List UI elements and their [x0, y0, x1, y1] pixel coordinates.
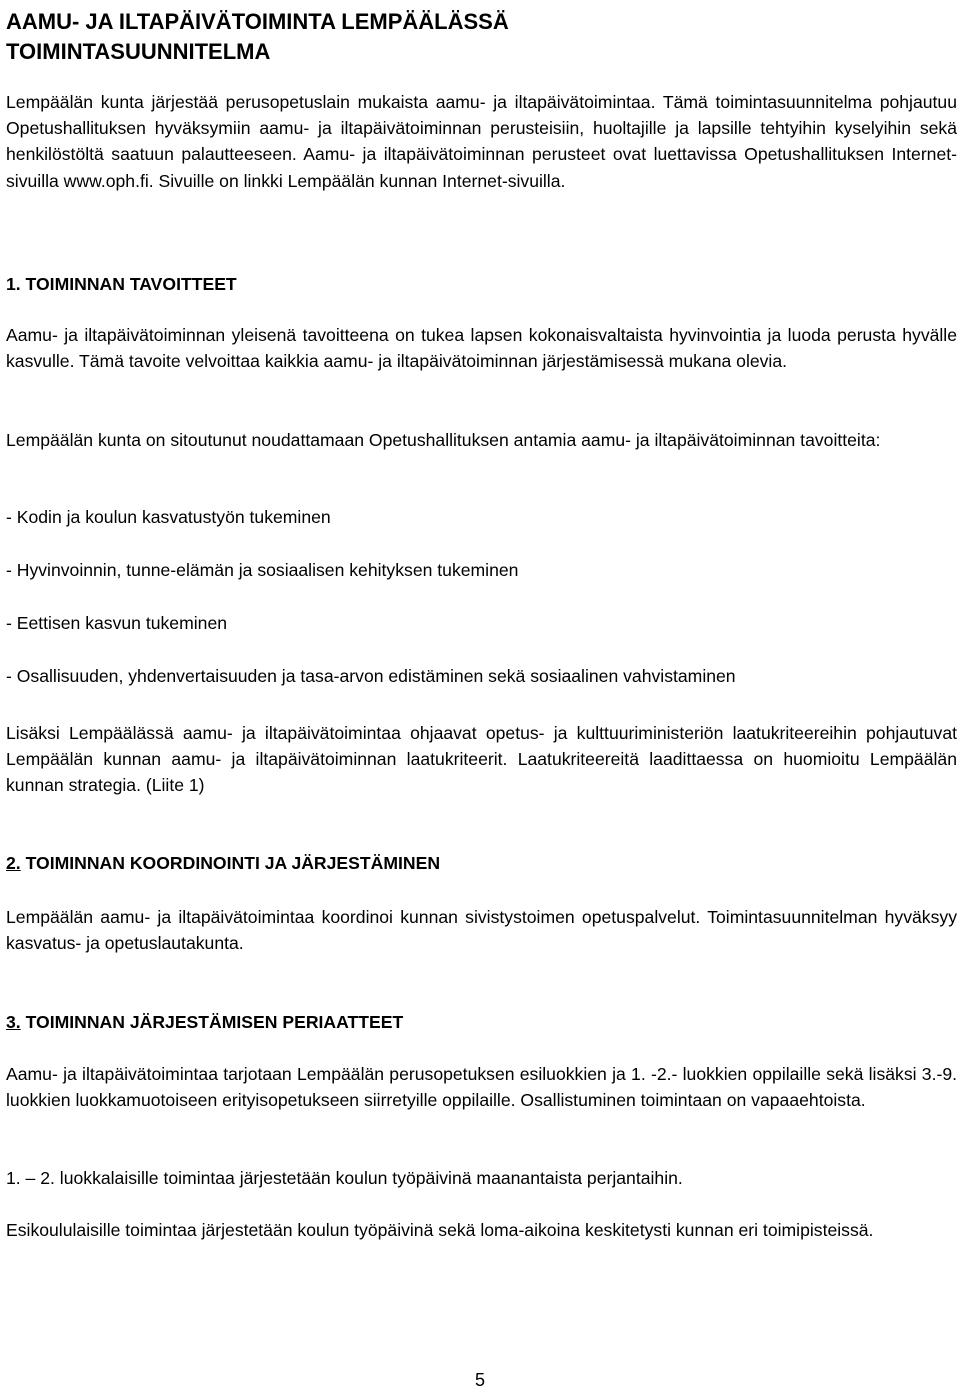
page-number: 5: [474, 1370, 485, 1390]
document-title: [6, 7, 906, 67]
section-2-number: 2.: [6, 853, 21, 873]
section-3-number: 3.: [6, 1012, 21, 1032]
section-2-heading: [6, 850, 906, 876]
section-1-paragraph-1: Aamu- ja iltapäivätoiminnan yleisenä tavoitteena on tukea lapsen kokonaisvaltaista hyvinvointia ja luoda perusta hyvälle kasvulle. Tämä tavoite velvoittaa kaikkia aamu- ja iltapäivätoiminnan järjestämisessä mukana olevia.: [6, 325, 957, 372]
section-1-paragraph-2: Lempäälän kunta on sitoutunut noudattamaan Opetushallituksen antamia aamu- ja iltapäivätoiminnan tavoitteita:: [6, 430, 881, 450]
section-3-paragraph-1: Aamu- ja iltapäivätoimintaa tarjotaan Lempäälän perusopetuksen esiluokkien ja 1. -2.- luokkien oppilaille sekä lisäksi 3.-9. luokkien luokkamuotoiseen erityisopetukseen siirretyille oppilaille. Osallistuminen toimintaan on vapaaehtoista.: [6, 1064, 957, 1111]
section-2-paragraph-1: Lempäälän aamu- ja iltapäivätoimintaa koordinoi kunnan sivistystoimen opetuspalvelut. Toimintasuunnitelman hyväksyy kasvatus- ja opetuslautakunta.: [6, 907, 957, 954]
goal-item: - Kodin ja koulun kasvatustyön tukeminen: [6, 507, 331, 527]
goal-item: - Eettisen kasvun tukeminen: [6, 613, 228, 633]
title-line-1: AAMU- JA ILTAPÄIVÄTOIMINTA LEMPÄÄLÄSSÄ: [6, 9, 509, 34]
goal-item: - Osallisuuden, yhdenvertaisuuden ja tasa-arvon edistäminen sekä sosiaalinen vahvistaminen: [6, 666, 736, 686]
section-1-paragraph-3: Lisäksi Lempäälässä aamu- ja iltapäivätoimintaa ohjaavat opetus- ja kulttuuriministeriön laatukriteereihin pohjautuvat Lempäälän kunnan aamu- ja iltapäivätoiminnan laatukriteerit. Laatukriteereitä laadittaessa on huomioitu Lempäälän kunnan strategia. (Liite 1): [6, 723, 957, 796]
goal-item: - Hyvinvoinnin, tunne-elämän ja sosiaalisen kehityksen tukeminen: [6, 560, 519, 580]
section-3-paragraph-2: 1. – 2. luokkalaisille toimintaa järjestetään koulun työpäivinä maanantaista perjantaihin.: [6, 1168, 683, 1188]
section-3-paragraph-3: Esikoululaisille toimintaa järjestetään koulun työpäivinä sekä loma-aikoina keskitetysti kunnan eri toimipisteissä.: [6, 1220, 874, 1240]
intro-paragraph: Lempäälän kunta järjestää perusopetuslain mukaista aamu- ja iltapäivätoimintaa. Tämä toimintasuunnitelma pohjautuu Opetushallituksen hyväksymiin aamu- ja iltapäivätoiminnan perusteisiin, huoltajille ja lapsille tehtyihin kyselyihin sekä henkilöstöltä saatuun palautteeseen. Aamu- ja iltapäivätoiminnan perusteet ovat luettavissa Opetushallituksen Internet-sivuilla www.oph.fi. Sivuille on linkki Lempäälän kunnan Internet-sivuilla.: [6, 92, 957, 191]
section-3-heading-text: TOIMINNAN JÄRJESTÄMISEN PERIAATTEET: [20, 1012, 404, 1032]
section-1-heading: 1. TOIMINNAN TAVOITTEET: [6, 274, 237, 294]
section-3-heading: [6, 1009, 906, 1035]
title-line-2: TOIMINTASUUNNITELMA: [6, 39, 271, 64]
section-2-heading-text: TOIMINNAN KOORDINOINTI JA JÄRJESTÄMINEN: [20, 853, 441, 873]
